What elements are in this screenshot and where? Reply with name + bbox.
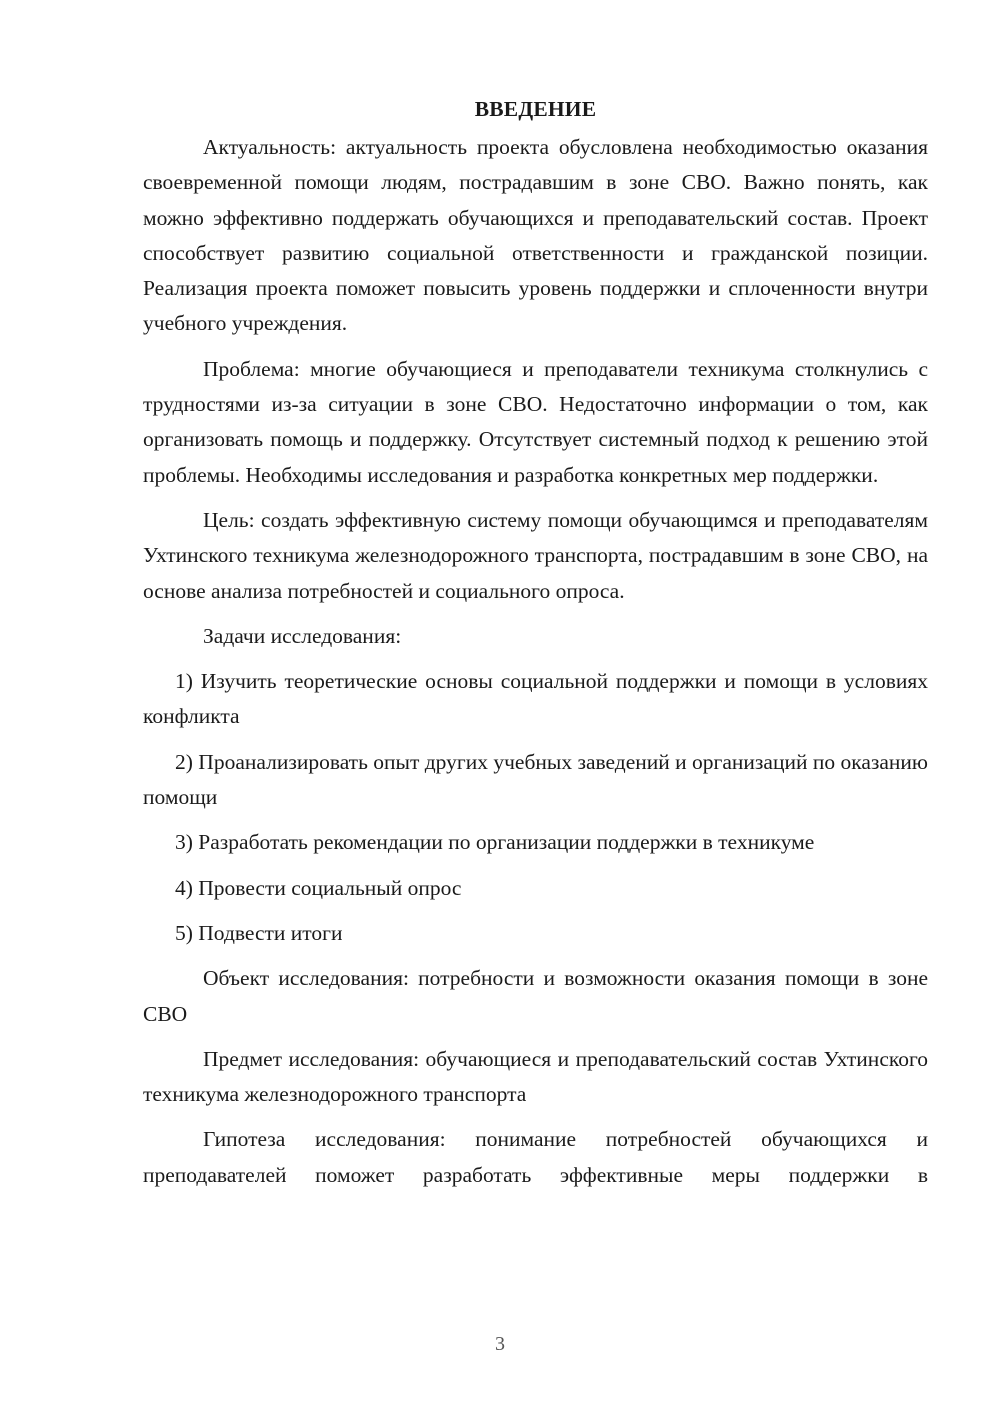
goal-paragraph: Цель: создать эффективную систему помощи обучающимся и преподавателям Ухтинского техникума железнодорожного транспорта, пострадавшим в зоне СВО, на основе анализа потребностей и социального опроса. (143, 507, 928, 603)
problem-paragraph: Проблема: многие обучающиеся и преподаватели техникума столкнулись с трудностями из-за ситуации в зоне СВО. Недостаточно информации о том, как организовать помощь и поддержку. Отсутствует системный подход к решению этой проблемы. Необходимы исследования и разработка конкретных мер поддержки. (143, 356, 928, 487)
task-item-2: 2) Проанализировать опыт других учебных заведений и организаций по оказанию помощи (143, 749, 928, 810)
relevance-paragraph: Актуальность: актуальность проекта обусловлена необходимостью оказания своевременной помощи людям, пострадавшим в зоне СВО. Важно понять, как можно эффективно поддержать обучающихся и преподавательский состав. Проект способствует развитию социальной ответственности и гражданской позиции. Реализация проекта поможет повысить уровень поддержки и сплоченности внутри учебного учреждения. (143, 135, 928, 336)
tasks-heading: Задачи исследования: (203, 623, 402, 648)
section-title: ВВЕДЕНИЕ (474, 97, 597, 121)
subject-paragraph: Предмет исследования: обучающиеся и преподавательский состав Ухтинского техникума железнодорожного транспорта (143, 1046, 928, 1107)
object-paragraph: Объект исследования: потребности и возможности оказания помощи в зоне СВО (143, 966, 928, 1026)
task-item-3: 3) Разработать рекомендации по организации поддержки в техникуме (175, 830, 815, 855)
task-item-1: 1) Изучить теоретические основы социальной поддержки и помощи в условиях конфликта (143, 669, 928, 729)
task-item-4: 4) Провести социальный опрос (175, 875, 462, 900)
hypothesis-paragraph: Гипотеза исследования: понимание потребностей обучающихся и преподавателей поможет разработать эффективные меры поддержки в (143, 1127, 928, 1187)
task-item-5: 5) Подвести итоги (175, 920, 343, 945)
page-number: 3 (495, 1333, 505, 1355)
document-page (143, 92, 928, 1193)
